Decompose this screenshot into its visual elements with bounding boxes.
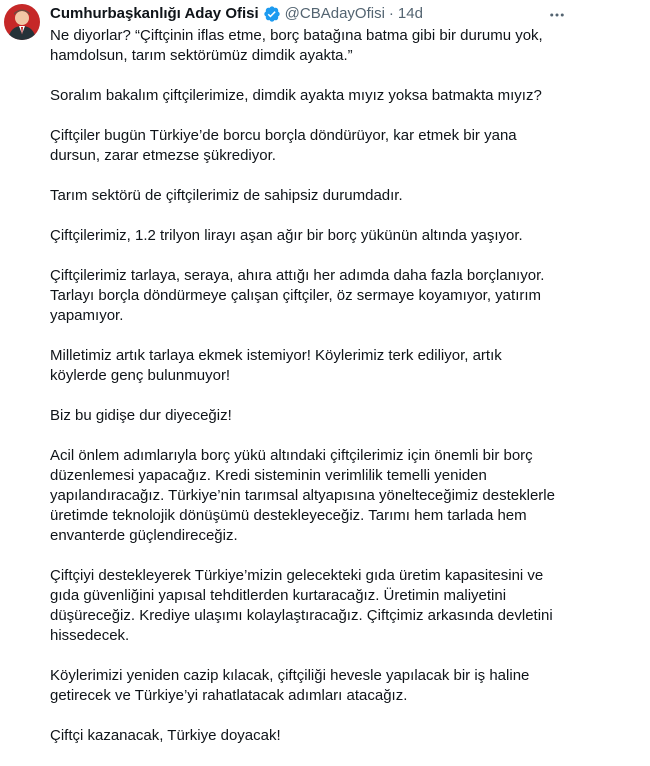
tweet-line: Soralım bakalım çiftçilerimize, dimdik ayakta mıyız yoksa batmakta mıyız? bbox=[50, 87, 542, 104]
tweet-line: Tarım sektörü de çiftçilerimiz de sahipsiz durumdadır. bbox=[50, 187, 403, 204]
tweet-line: hamdolsun, tarım sektörümüz dimdik ayakta.” bbox=[50, 47, 353, 64]
tweet-header bbox=[50, 4, 610, 24]
tweet-paragraph bbox=[50, 86, 590, 106]
avatar-image bbox=[4, 4, 40, 40]
tweet-paragraph bbox=[50, 26, 590, 66]
more-horizontal-icon[interactable] bbox=[546, 4, 568, 26]
tweet-line: Tarlayı borçla döndürmeye çalışan çiftçiler, öz sermaye koyamıyor, yatırım bbox=[50, 287, 542, 304]
tweet-line: yapılandıracağız. Türkiye’nin tarımsal altyapısına yönelteceğimiz desteklerle bbox=[50, 487, 555, 504]
tweet-line: dursun, zarar etmezse şükrediyor. bbox=[50, 147, 276, 164]
tweet-paragraph bbox=[50, 666, 590, 706]
tweet-line: getirecek ve Türkiye’yi rahatlatacak adımları atacağız. bbox=[50, 687, 408, 704]
tweet-paragraph bbox=[50, 726, 590, 746]
tweet-line: Köylerimizi yeniden cazip kılacak, çiftçiliği hevesle yapılacak bir iş haline bbox=[50, 667, 530, 684]
tweet-text bbox=[50, 26, 590, 766]
tweet-line: Çiftçi kazanacak, Türkiye doyacak! bbox=[50, 727, 281, 744]
tweet-line: yapamıyor. bbox=[50, 307, 124, 324]
tweet-line: Ne diyorlar? “Çiftçinin iflas etme, borç batağına batma gibi bir durumu yok, bbox=[50, 27, 543, 44]
tweet-line: Çiftçilerimiz tarlaya, seraya, ahıra attığı her adımda daha fazla borçlanıyor. bbox=[50, 267, 545, 284]
tweet-line: gıda güvenliğini yapısal tehditlerden kurtaracağız. Üretimin maliyetini bbox=[50, 587, 507, 604]
tweet-line: hissedecek. bbox=[50, 627, 130, 644]
avatar[interactable] bbox=[4, 4, 40, 40]
tweet-paragraph bbox=[50, 266, 590, 326]
tweet-line: Çiftçiler bugün Türkiye’de borcu borçla döndürüyor, kar etmek bir yana bbox=[50, 127, 517, 144]
author-handle[interactable]: @CBAdayOfisi bbox=[284, 5, 385, 22]
tweet-paragraph bbox=[50, 446, 590, 546]
tweet-line: düşüreceğiz. Krediye ulaşımı kolaylaştıracağız. Çiftçimiz arkasında devletini bbox=[50, 607, 553, 624]
tweet-timestamp[interactable]: 14d bbox=[397, 5, 423, 22]
verified-badge-icon bbox=[263, 5, 281, 23]
tweet-line: düzenlemesi yapacağız. Kredi sisteminin verimlilik temelli yeniden bbox=[50, 467, 487, 484]
tweet-paragraph bbox=[50, 346, 590, 386]
author-name[interactable]: Cumhurbaşkanlığı Aday Ofisi bbox=[50, 5, 259, 22]
tweet-line: Çiftçilerimiz, 1.2 trilyon lirayı aşan ağır bir borç yükünün altında yaşıyor. bbox=[50, 227, 523, 244]
tweet-paragraph bbox=[50, 226, 590, 246]
tweet-line: Acil önlem adımlarıyla borç yükü altındaki çiftçilerimiz için önemli bir borç bbox=[50, 447, 533, 464]
tweet-line: envanterde güçlendireceğiz. bbox=[50, 527, 238, 544]
header-separator: · bbox=[388, 5, 394, 22]
tweet-line: köylerde genç bulunmuyor! bbox=[50, 367, 231, 384]
tweet-paragraph bbox=[50, 406, 590, 426]
tweet-line: Çiftçiyi destekleyerek Türkiye’mizin gelecekteki gıda üretim kapasitesini ve bbox=[50, 567, 544, 584]
tweet-line: Milletimiz artık tarlaya ekmek istemiyor! Köylerimiz terk ediliyor, artık bbox=[50, 347, 502, 364]
tweet-paragraph bbox=[50, 566, 590, 646]
tweet-line: üretimde teknolojik dönüşümü destekleyeceğiz. Tarımı hem tarlada hem bbox=[50, 507, 527, 524]
tweet-line: Biz bu gidişe dur diyeceğiz! bbox=[50, 407, 232, 424]
tweet-paragraph bbox=[50, 186, 590, 206]
tweet-paragraph bbox=[50, 126, 590, 166]
